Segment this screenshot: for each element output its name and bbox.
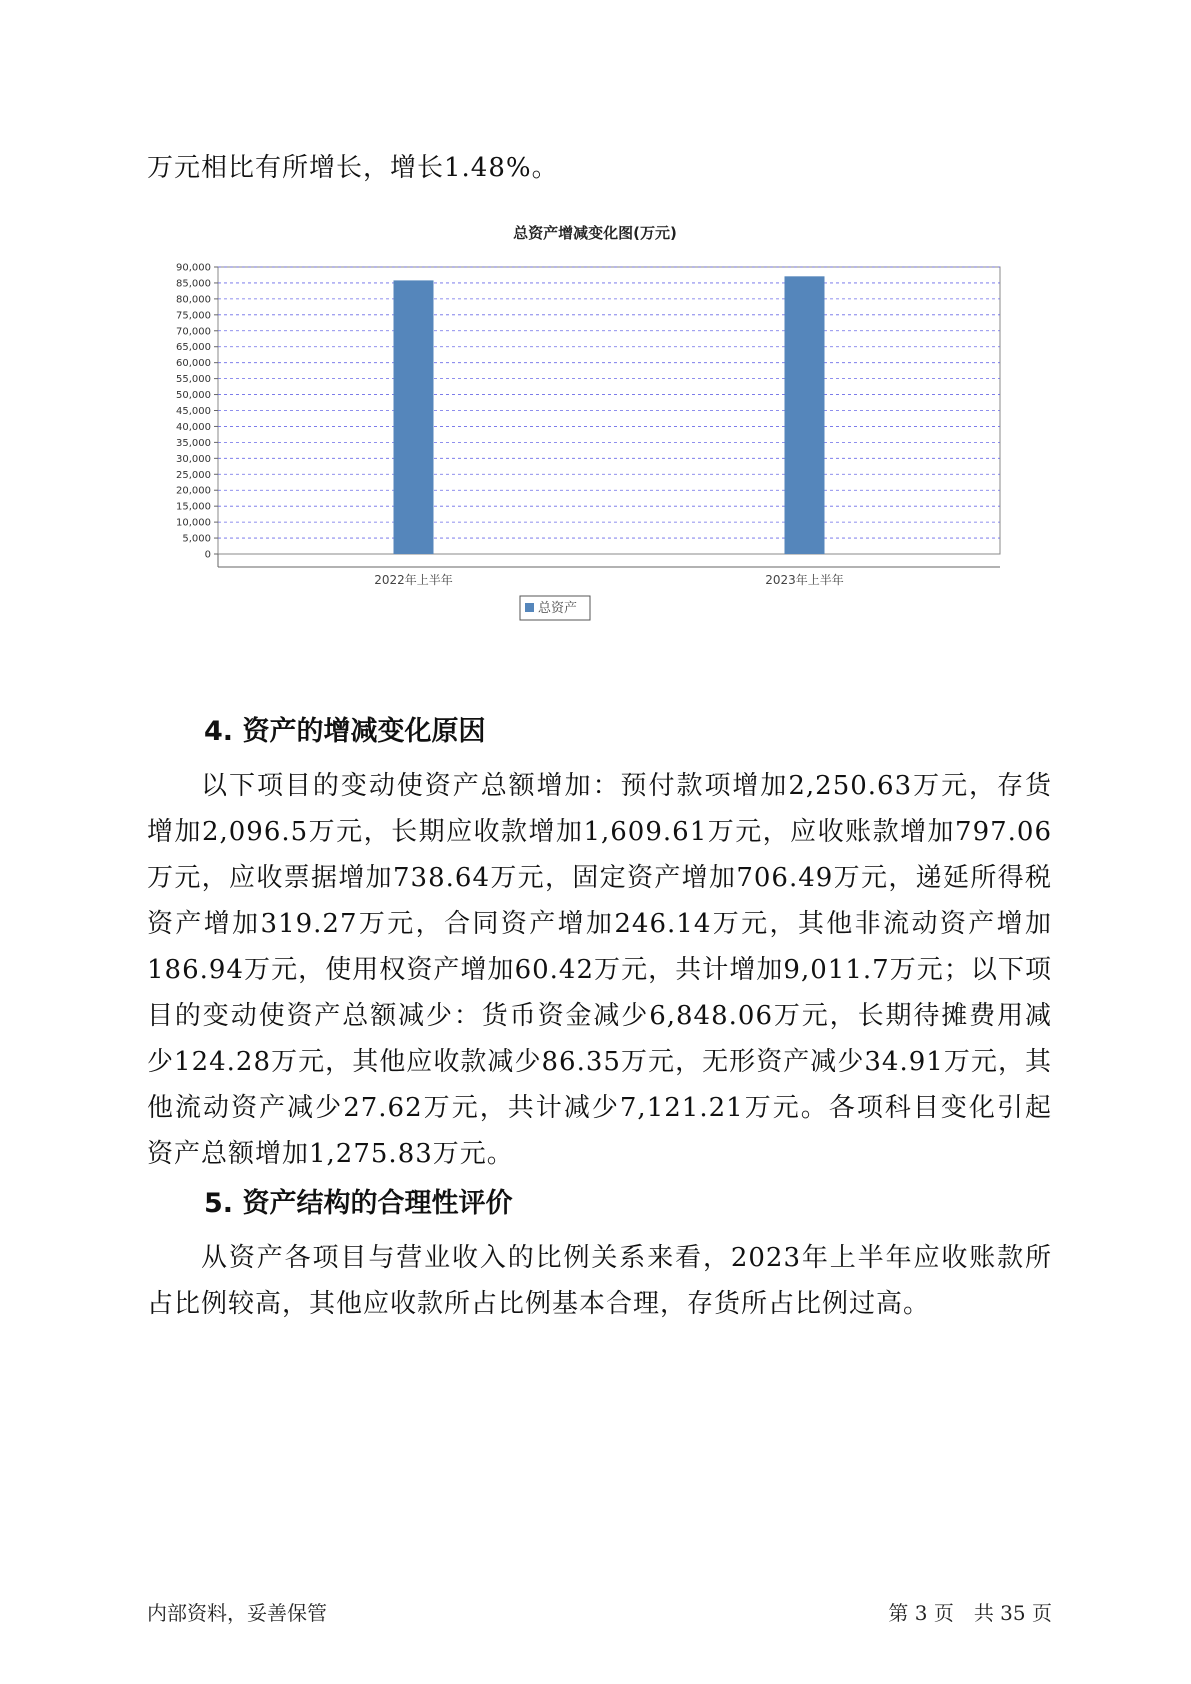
chart-legend bbox=[520, 596, 590, 620]
y-tick-label: 15,000 bbox=[176, 501, 211, 513]
y-tick-label: 65,000 bbox=[176, 342, 211, 354]
legend-label: 总资产 bbox=[538, 601, 578, 616]
y-tick-label: 55,000 bbox=[176, 374, 211, 386]
y-tick-label: 30,000 bbox=[176, 453, 211, 465]
section5-paragraph: 从资产各项目与营业收入的比例关系来看，2023年上半年应收账款所占比例较高，其他应收款所占比例基本合理，存货所占比例过高。 bbox=[147, 1243, 1052, 1319]
y-tick-label: 20,000 bbox=[176, 485, 211, 497]
x-tick-label: 2023年上半年 bbox=[765, 573, 844, 587]
chart-canvas bbox=[160, 222, 1030, 682]
y-tick-label: 35,000 bbox=[176, 437, 211, 449]
y-tick-label: 10,000 bbox=[176, 517, 211, 529]
section4-heading: 4. 资产的增减变化原因 bbox=[204, 716, 486, 747]
chart-grid bbox=[218, 267, 1000, 554]
y-tick-label: 50,000 bbox=[176, 390, 211, 402]
x-tick-label: 2022年上半年 bbox=[374, 573, 453, 587]
legend-swatch bbox=[525, 603, 534, 612]
footer-page-number: 第 3 页 共 35 页 bbox=[888, 1601, 1052, 1625]
y-tick-label: 70,000 bbox=[176, 326, 211, 338]
bar-1 bbox=[394, 280, 434, 554]
y-tick-label: 25,000 bbox=[176, 469, 211, 481]
y-tick-label: 80,000 bbox=[176, 294, 211, 306]
total-assets-chart bbox=[160, 222, 1030, 682]
bar-2 bbox=[785, 276, 825, 554]
footer-left: 内部资料，妥善保管 bbox=[147, 1601, 327, 1625]
section5-heading: 5. 资产结构的合理性评价 bbox=[204, 1188, 513, 1219]
y-tick-label: 85,000 bbox=[176, 278, 211, 290]
chart-title: 总资产增减变化图(万元) bbox=[513, 224, 677, 242]
y-tick-label: 90,000 bbox=[176, 262, 211, 274]
y-tick-label: 40,000 bbox=[176, 421, 211, 433]
intro-text: 万元相比有所增长，增长1.48%。 bbox=[147, 153, 559, 183]
y-tick-label: 60,000 bbox=[176, 358, 211, 370]
y-tick-label: 75,000 bbox=[176, 310, 211, 322]
y-tick-label: 0 bbox=[204, 549, 211, 561]
y-tick-label: 45,000 bbox=[176, 406, 211, 417]
y-tick-label: 5,000 bbox=[182, 533, 211, 545]
section4-paragraph: 以下项目的变动使资产总额增加：预付款项增加2,250.63万元，存货增加2,096.5万元，长期应收款增加1,609.61万元，应收账款增加797.06万元，应收票据增加738.64万元，固定资产增加706.49万元，递延所得税资产增加319.27万元，合同资产增加246.14万元，其他非流动资产增加186.94万元，使用权资产增加60.42万元，共计增加9,011.7万元；以下项目的变动使资产总额减少：货币资金减少6,848.06万元，长期待摊费用减少124.28万元，其他应收款减少86.35万元，无形资产减少34.91万元，其他流动资产减少27.62万元，共计减少7,121.21万元。各项科目变化引起资产总额增加1,275.83万元。 bbox=[147, 771, 1052, 1169]
